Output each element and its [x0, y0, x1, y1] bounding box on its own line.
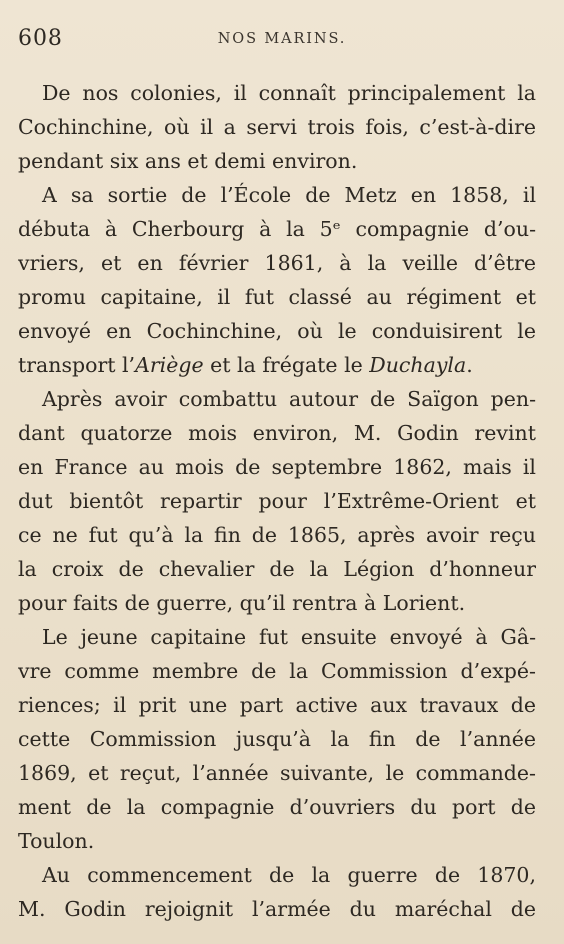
ship-name-ariege: Ariège	[135, 353, 204, 377]
text-line: ce ne fut qu’à la fin de 1865, après avoir reçu	[18, 523, 536, 547]
text-line: vriers, et en février 1861, à la veille d’être	[18, 251, 536, 275]
text-line: ment de la compagnie d’ouvriers du port de	[18, 795, 536, 819]
text-line: la croix de chevalier de la Légion d’honneur	[18, 557, 536, 581]
text-line: vre comme membre de la Commission d’expé-	[18, 659, 536, 683]
text-line: Cochinchine, où il a servi trois fois, c’est-à-dire	[18, 115, 536, 139]
text-line: A sa sortie de l’École de Metz en 1858, il	[42, 183, 536, 207]
text-line: Au commencement de la guerre de 1870,	[42, 863, 536, 887]
text-line: pour faits de guerre, qu’il rentra à Lorient.	[18, 591, 466, 615]
text-line-middle: et la frégate le	[203, 353, 370, 377]
text-line: cette Commission jusqu’à la fin de l’année	[18, 727, 536, 751]
text-line: dant quatorze mois environ, M. Godin revint	[18, 421, 536, 445]
text-line: M. Godin rejoignit l’armée du maréchal de	[18, 897, 536, 921]
text-line: envoyé en Cochinchine, où le conduisirent le	[18, 319, 536, 343]
page-number: 608	[18, 26, 63, 51]
text-line: 1869, et reçut, l’année suivante, le commande-	[18, 761, 536, 785]
text-line: débuta à Cherbourg à la 5ᵉ compagnie d’ou-	[18, 217, 536, 241]
text-line: riences; il prit une part active aux travaux de	[18, 693, 536, 717]
text-line: pendant six ans et demi environ.	[18, 149, 358, 173]
text-line	[18, 348, 536, 382]
text-line-start: transport l’	[18, 353, 136, 377]
text-line: en France au mois de septembre 1862, mais il	[18, 455, 536, 479]
text-line-end: .	[466, 353, 473, 377]
running-title: NOS MARINS.	[217, 31, 347, 47]
ship-name-duchayla: Duchayla	[369, 353, 467, 377]
text-line: promu capitaine, il fut classé au régiment et	[18, 285, 536, 309]
body-text	[18, 76, 536, 926]
page-header	[18, 24, 546, 60]
text-line: Toulon.	[18, 829, 95, 853]
text-line: dut bientôt repartir pour l’Extrême-Orient et	[18, 489, 536, 513]
text-line: Le jeune capitaine fut ensuite envoyé à Gâ-	[42, 625, 536, 649]
text-line: De nos colonies, il connaît principalement la	[42, 81, 536, 105]
text-line: Après avoir combattu autour de Saïgon pen-	[42, 387, 536, 411]
